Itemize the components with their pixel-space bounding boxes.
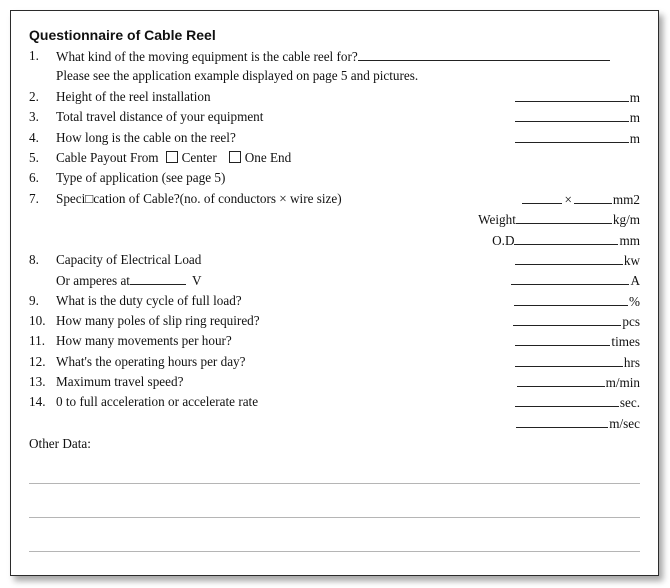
other-data-section — [11, 435, 658, 455]
unit-label: times — [611, 334, 640, 349]
question-6 — [11, 169, 658, 189]
question-text: Maximum travel speed? — [56, 374, 184, 389]
one-end-option-label: One End — [244, 150, 292, 165]
question-text: Height of the reel installation — [56, 89, 211, 104]
unit-label: A — [630, 273, 640, 288]
conductors-answer-field[interactable] — [522, 190, 562, 204]
question-text: What kind of the moving equipment is the cable reel for? — [56, 49, 358, 64]
amperes-prefix-label: Or amperes at — [56, 273, 130, 288]
question-12 — [11, 353, 658, 373]
question-number: 11. — [29, 333, 45, 348]
cable-length-answer-field[interactable] — [515, 129, 629, 143]
question-text: How many poles of slip ring required? — [56, 313, 260, 328]
wire-size-answer-field[interactable] — [574, 190, 612, 204]
question-1-note — [11, 67, 658, 87]
questionnaire-form — [10, 10, 659, 576]
question-text: Speci□cation of Cable?(no. of conductors × wire size) — [56, 191, 342, 206]
other-data-line[interactable] — [29, 483, 640, 484]
unit-label: m — [629, 90, 640, 105]
question-text: 0 to full acceleration or accelerate rate — [56, 394, 259, 409]
question-note: Please see the application example displayed on page 5 and pictures. — [56, 68, 419, 83]
other-data-line[interactable] — [29, 517, 640, 518]
question-8-amperes — [11, 271, 658, 291]
weight-answer-field[interactable] — [516, 210, 612, 224]
height-answer-field[interactable] — [515, 88, 629, 102]
movements-answer-field[interactable] — [515, 332, 610, 346]
question-text: How many movements per hour? — [56, 333, 232, 348]
question-2 — [11, 88, 658, 108]
load-capacity-answer-field[interactable] — [515, 251, 623, 265]
center-option-label: Center — [181, 150, 217, 165]
question-number: 3. — [29, 109, 39, 124]
question-number: 4. — [29, 130, 39, 145]
unit-label: m — [629, 110, 640, 125]
question-text: Type of application (see page 5) — [56, 170, 226, 185]
question-5 — [11, 149, 658, 169]
unit-label: % — [629, 294, 640, 309]
unit-label: mm2 — [612, 192, 640, 207]
unit-label: pcs — [622, 314, 640, 329]
other-data-label: Other Data: — [29, 436, 91, 451]
question-3 — [11, 108, 658, 128]
unit-label: kg/m — [612, 212, 640, 227]
question-number: 8. — [29, 252, 39, 267]
question-9 — [11, 292, 658, 312]
od-answer-field[interactable] — [514, 231, 618, 245]
travel-distance-answer-field[interactable] — [515, 108, 629, 122]
duty-cycle-answer-field[interactable] — [514, 292, 628, 306]
acceleration-seconds-answer-field[interactable] — [515, 393, 619, 407]
unit-label: m/sec — [609, 416, 640, 431]
question-number: 12. — [29, 354, 46, 369]
times-sign: × — [564, 192, 572, 207]
operating-hours-answer-field[interactable] — [515, 353, 623, 367]
acceleration-rate-answer-field[interactable] — [516, 414, 608, 428]
question-4 — [11, 129, 658, 149]
question-number: 10. — [29, 313, 46, 328]
question-text: What is the duty cycle of full load? — [56, 293, 242, 308]
question-text: How long is the cable on the reel? — [56, 130, 236, 145]
question-number: 7. — [29, 191, 39, 206]
weight-label: Weight — [478, 212, 516, 227]
question-text: Capacity of Electrical Load — [56, 252, 202, 267]
question-11 — [11, 332, 658, 352]
form-title: Questionnaire of Cable Reel — [29, 27, 216, 43]
question-number: 6. — [29, 170, 39, 185]
unit-label: mm — [619, 233, 640, 248]
question-14 — [11, 393, 658, 413]
question-number: 1. — [29, 48, 39, 63]
unit-label: m/min — [605, 375, 640, 390]
question-number: 5. — [29, 150, 39, 165]
unit-label: V — [191, 273, 202, 288]
unit-label: kw — [623, 253, 640, 268]
question-text: Total travel distance of your equipment — [56, 109, 264, 124]
od-label: O.D — [492, 233, 515, 248]
unit-label: sec. — [619, 395, 640, 410]
question-text: Cable Payout From — [56, 150, 159, 165]
center-checkbox[interactable] — [166, 151, 178, 163]
unit-label: m — [629, 131, 640, 146]
question-7 — [11, 190, 658, 210]
question-8 — [11, 251, 658, 271]
question-14-rate — [11, 414, 658, 434]
question-1 — [11, 47, 658, 67]
question-text: What's the operating hours per day? — [56, 354, 246, 369]
question-10 — [11, 312, 658, 332]
unit-label: hrs — [623, 355, 640, 370]
travel-speed-answer-field[interactable] — [517, 373, 605, 387]
question-number: 2. — [29, 89, 39, 104]
question-7-weight — [11, 210, 658, 230]
question-number: 9. — [29, 293, 39, 308]
question-7-od — [11, 231, 658, 251]
amperes-answer-field[interactable] — [511, 271, 629, 285]
question-number: 14. — [29, 394, 46, 409]
voltage-answer-field[interactable] — [130, 271, 186, 285]
question-number: 13. — [29, 374, 46, 389]
one-end-checkbox[interactable] — [229, 151, 241, 163]
question-13 — [11, 373, 658, 393]
other-data-line[interactable] — [29, 551, 640, 552]
slip-ring-poles-answer-field[interactable] — [513, 312, 621, 326]
equipment-answer-field[interactable] — [358, 47, 610, 61]
